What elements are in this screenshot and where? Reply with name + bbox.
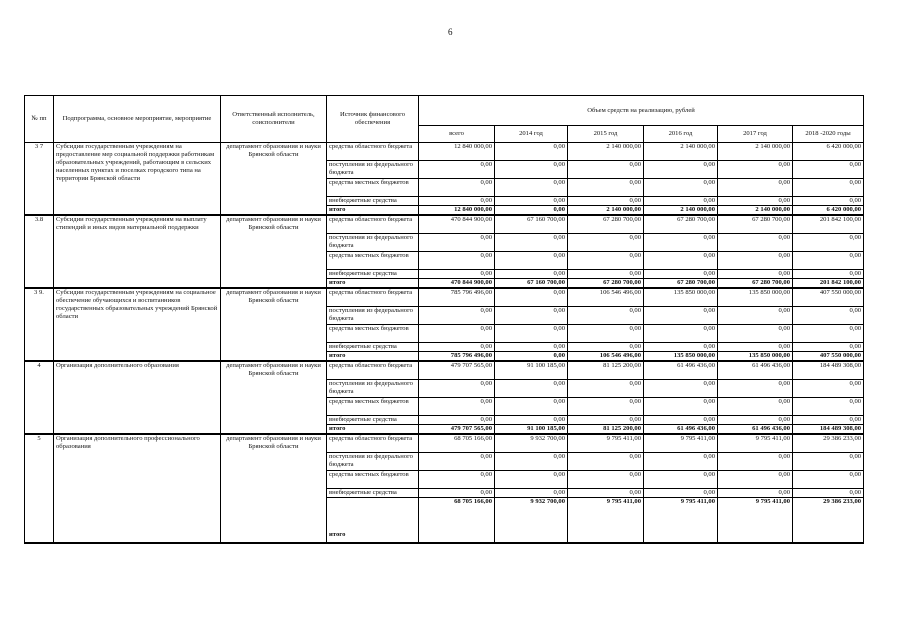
amount-cell: 0,00 (793, 380, 864, 398)
amount-cell: 68 705 166,00 (419, 498, 495, 544)
amount-cell: 0,00 (718, 453, 793, 471)
amount-cell: 0,00 (495, 398, 568, 416)
amount-cell: 0,00 (419, 179, 495, 197)
amount-cell: 61 496 436,00 (644, 361, 718, 380)
amount-cell: 0,00 (419, 325, 495, 343)
amount-cell: 61 496 436,00 (718, 425, 793, 435)
amount-cell: 0,00 (793, 325, 864, 343)
amount-cell: 135 850 000,00 (718, 288, 793, 307)
amount-cell: 0,00 (644, 307, 718, 325)
amount-cell: 785 796 496,00 (419, 288, 495, 307)
amount-cell: 0,00 (419, 398, 495, 416)
amount-cell: 0,00 (495, 453, 568, 471)
funding-source: средства областного бюджета (327, 288, 419, 307)
amount-cell: 0,00 (644, 234, 718, 252)
amount-cell: 0,00 (495, 288, 568, 307)
amount-cell: 0,00 (495, 161, 568, 179)
amount-cell: 0,00 (568, 453, 644, 471)
funding-source: внебюджетные средства (327, 197, 419, 206)
amount-cell: 0,00 (718, 234, 793, 252)
funding-source: средства областного бюджета (327, 143, 419, 161)
amount-cell: 0,00 (793, 489, 864, 498)
amount-cell: 0,00 (644, 453, 718, 471)
funding-source: внебюджетные средства (327, 416, 419, 425)
amount-cell: 29 386 233,00 (793, 434, 864, 453)
executor: департамент образования и науки Брянской области (221, 215, 327, 288)
amount-cell: 0,00 (718, 489, 793, 498)
header-source: Источник финансового обеспечения (327, 96, 419, 143)
amount-cell: 0,00 (718, 252, 793, 270)
activity-name: Субсидии государственным учреждениям на выплату стипендий и иных видов материальной поддержки (54, 215, 221, 288)
header-col-total: всего (419, 126, 495, 143)
amount-cell: 0,00 (644, 343, 718, 352)
amount-cell: 0,00 (419, 161, 495, 179)
funding-source: поступления из федерального бюджета (327, 307, 419, 325)
amount-cell: 0,00 (568, 398, 644, 416)
amount-cell: 0,00 (644, 416, 718, 425)
funding-source: итого (327, 425, 419, 435)
amount-cell: 0,00 (495, 270, 568, 279)
amount-cell: 0,00 (644, 380, 718, 398)
amount-cell: 0,00 (718, 197, 793, 206)
amount-cell: 29 386 233,00 (793, 498, 864, 544)
header-col-2015: 2015 год (568, 126, 644, 143)
amount-cell: 6 420 000,00 (793, 206, 864, 216)
amount-cell: 0,00 (644, 161, 718, 179)
amount-cell: 9 795 411,00 (644, 434, 718, 453)
amount-cell: 91 100 185,00 (495, 361, 568, 380)
row-number: 3 9. (25, 288, 54, 361)
amount-cell: 0,00 (495, 307, 568, 325)
amount-cell: 9 795 411,00 (644, 498, 718, 544)
table-row (25, 143, 864, 161)
amount-cell: 0,00 (718, 161, 793, 179)
activity-name: Субсидии государственным учреждениям на предоставление мер социальной поддержки работникам образовательных учреждений, работающим в сельских населенных пунктах и поселках городского типа на территории Брянской области (54, 143, 221, 216)
funding-source: внебюджетные средства (327, 489, 419, 498)
amount-cell: 0,00 (644, 398, 718, 416)
amount-cell: 184 489 308,00 (793, 361, 864, 380)
amount-cell: 81 125 200,00 (568, 425, 644, 435)
amount-cell: 0,00 (718, 343, 793, 352)
amount-cell: 201 842 100,00 (793, 215, 864, 234)
funding-source: средства областного бюджета (327, 361, 419, 380)
amount-cell: 0,00 (793, 398, 864, 416)
funding-source: средства местных бюджетов (327, 325, 419, 343)
row-number: 4 (25, 361, 54, 434)
amount-cell: 0,00 (793, 252, 864, 270)
amount-cell: 12 840 000,00 (419, 143, 495, 161)
amount-cell: 0,00 (568, 179, 644, 197)
amount-cell: 0,00 (644, 270, 718, 279)
header-col-2014: 2014 год (495, 126, 568, 143)
activity-name: Субсидии государственным учреждениям на социальное обеспечение обучающихся и воспитанников государственных образовательных учреждений Брянской области (54, 288, 221, 361)
amount-cell: 106 546 496,00 (568, 288, 644, 307)
header-volume: Объем средств на реализацию, рублей (419, 96, 864, 126)
amount-cell: 0,00 (419, 489, 495, 498)
amount-cell: 0,00 (718, 179, 793, 197)
row-number: 5 (25, 434, 54, 543)
funding-source: внебюджетные средства (327, 270, 419, 279)
amount-cell: 135 850 000,00 (644, 352, 718, 362)
row-number: 3 7 (25, 143, 54, 216)
amount-cell: 2 140 000,00 (568, 206, 644, 216)
activity-name: Организация дополнительного профессионального образования (54, 434, 221, 543)
amount-cell: 135 850 000,00 (718, 352, 793, 362)
amount-cell: 67 160 700,00 (495, 279, 568, 289)
amount-cell: 407 550 000,00 (793, 288, 864, 307)
amount-cell: 67 280 700,00 (718, 279, 793, 289)
amount-cell: 0,00 (495, 489, 568, 498)
amount-cell: 135 850 000,00 (644, 288, 718, 307)
table-row (25, 288, 864, 307)
amount-cell: 0,00 (495, 380, 568, 398)
amount-cell: 0,00 (419, 453, 495, 471)
amount-cell: 0,00 (495, 197, 568, 206)
amount-cell: 0,00 (568, 343, 644, 352)
amount-cell: 0,00 (644, 197, 718, 206)
amount-cell: 12 840 000,00 (419, 206, 495, 216)
amount-cell: 0,00 (793, 197, 864, 206)
amount-cell: 61 496 436,00 (644, 425, 718, 435)
funding-source: итого (327, 352, 419, 362)
amount-cell: 9 932 700,00 (495, 434, 568, 453)
amount-cell: 479 707 565,00 (419, 361, 495, 380)
amount-cell: 0,00 (793, 161, 864, 179)
funding-source: итого (327, 206, 419, 216)
funding-source: средства местных бюджетов (327, 471, 419, 489)
amount-cell: 0,00 (644, 325, 718, 343)
executor: департамент образования и науки Брянской области (221, 288, 327, 361)
table-row (25, 434, 864, 453)
funding-source: средства местных бюджетов (327, 398, 419, 416)
amount-cell: 2 140 000,00 (568, 143, 644, 161)
table-row (25, 361, 864, 380)
amount-cell: 470 844 900,00 (419, 279, 495, 289)
funding-source: средства местных бюджетов (327, 179, 419, 197)
header-executor: Ответственный исполнитель, соисполнители (221, 96, 327, 143)
amount-cell: 0,00 (718, 307, 793, 325)
amount-cell: 0,00 (419, 234, 495, 252)
table-row (25, 215, 864, 234)
amount-cell: 2 140 000,00 (644, 143, 718, 161)
amount-cell: 0,00 (495, 179, 568, 197)
amount-cell: 470 844 900,00 (419, 215, 495, 234)
funding-source: средства областного бюджета (327, 215, 419, 234)
amount-cell: 0,00 (419, 270, 495, 279)
amount-cell: 0,00 (495, 352, 568, 362)
amount-cell: 0,00 (419, 416, 495, 425)
amount-cell: 67 280 700,00 (568, 279, 644, 289)
funding-source: поступления из федерального бюджета (327, 234, 419, 252)
amount-cell: 0,00 (718, 471, 793, 489)
amount-cell: 0,00 (419, 343, 495, 352)
row-number: 3.8 (25, 215, 54, 288)
amount-cell: 81 125 200,00 (568, 361, 644, 380)
executor: департамент образования и науки Брянской области (221, 143, 327, 216)
amount-cell: 0,00 (495, 234, 568, 252)
amount-cell: 9 795 411,00 (568, 498, 644, 544)
amount-cell: 201 842 100,00 (793, 279, 864, 289)
funding-source: итого (327, 279, 419, 289)
amount-cell: 67 160 700,00 (495, 215, 568, 234)
amount-cell: 9 795 411,00 (718, 434, 793, 453)
amount-cell: 0,00 (718, 270, 793, 279)
page-number: 6 (448, 27, 453, 37)
amount-cell: 67 280 700,00 (644, 215, 718, 234)
amount-cell: 0,00 (419, 307, 495, 325)
amount-cell: 9 932 700,00 (495, 498, 568, 544)
funding-source: средства областного бюджета (327, 434, 419, 453)
amount-cell: 0,00 (793, 179, 864, 197)
amount-cell: 0,00 (793, 343, 864, 352)
amount-cell: 0,00 (793, 270, 864, 279)
amount-cell: 0,00 (718, 380, 793, 398)
amount-cell: 0,00 (568, 252, 644, 270)
amount-cell: 0,00 (419, 252, 495, 270)
amount-cell: 0,00 (568, 380, 644, 398)
amount-cell: 67 280 700,00 (718, 215, 793, 234)
amount-cell: 2 140 000,00 (718, 206, 793, 216)
amount-cell: 0,00 (568, 416, 644, 425)
amount-cell: 0,00 (568, 234, 644, 252)
amount-cell: 0,00 (495, 325, 568, 343)
amount-cell: 0,00 (419, 471, 495, 489)
header-name: Подпрограмма, основное мероприятие, мероприятие (54, 96, 221, 143)
amount-cell: 0,00 (644, 471, 718, 489)
amount-cell: 2 140 000,00 (718, 143, 793, 161)
header-num: № пп (25, 96, 54, 143)
amount-cell: 0,00 (793, 234, 864, 252)
funding-source: поступления из федерального бюджета (327, 453, 419, 471)
amount-cell: 0,00 (568, 307, 644, 325)
amount-cell: 9 795 411,00 (718, 498, 793, 544)
funding-source: поступления из федерального бюджета (327, 161, 419, 179)
amount-cell: 0,00 (644, 252, 718, 270)
amount-cell: 0,00 (793, 453, 864, 471)
amount-cell: 0,00 (495, 206, 568, 216)
amount-cell: 68 705 166,00 (419, 434, 495, 453)
amount-cell: 91 100 185,00 (495, 425, 568, 435)
amount-cell: 0,00 (718, 398, 793, 416)
amount-cell: 0,00 (568, 270, 644, 279)
header-col-2017: 2017 год (718, 126, 793, 143)
amount-cell: 0,00 (644, 179, 718, 197)
amount-cell: 61 496 436,00 (718, 361, 793, 380)
amount-cell: 0,00 (495, 343, 568, 352)
amount-cell: 0,00 (793, 471, 864, 489)
funding-source: средства местных бюджетов (327, 252, 419, 270)
budget-table (24, 95, 864, 544)
amount-cell: 785 796 496,00 (419, 352, 495, 362)
amount-cell: 0,00 (419, 197, 495, 206)
header-col-2016: 2016 год (644, 126, 718, 143)
amount-cell: 0,00 (793, 416, 864, 425)
amount-cell: 479 707 565,00 (419, 425, 495, 435)
amount-cell: 0,00 (568, 325, 644, 343)
header-col-2018-2020: 2018 -2020 годы (793, 126, 864, 143)
amount-cell: 67 280 700,00 (644, 279, 718, 289)
amount-cell: 0,00 (568, 471, 644, 489)
funding-source: поступления из федерального бюджета (327, 380, 419, 398)
amount-cell: 0,00 (495, 471, 568, 489)
amount-cell: 0,00 (793, 307, 864, 325)
amount-cell: 67 280 700,00 (568, 215, 644, 234)
executor: департамент образования и науки Брянской области (221, 434, 327, 543)
amount-cell: 184 489 308,00 (793, 425, 864, 435)
amount-cell: 0,00 (718, 325, 793, 343)
amount-cell: 0,00 (568, 161, 644, 179)
amount-cell: 0,00 (568, 197, 644, 206)
amount-cell: 0,00 (495, 416, 568, 425)
amount-cell: 106 546 496,00 (568, 352, 644, 362)
amount-cell: 2 140 000,00 (644, 206, 718, 216)
amount-cell: 0,00 (644, 489, 718, 498)
amount-cell: 0,00 (718, 416, 793, 425)
amount-cell: 9 795 411,00 (568, 434, 644, 453)
funding-source: внебюджетные средства (327, 343, 419, 352)
activity-name: Организация дополнительного образования (54, 361, 221, 434)
amount-cell: 0,00 (495, 143, 568, 161)
amount-cell: 407 550 000,00 (793, 352, 864, 362)
amount-cell: 0,00 (495, 252, 568, 270)
funding-source: итого (327, 498, 419, 544)
amount-cell: 0,00 (419, 380, 495, 398)
amount-cell: 0,00 (568, 489, 644, 498)
amount-cell: 6 420 000,00 (793, 143, 864, 161)
executor: департамент образования и науки Брянской области (221, 361, 327, 434)
